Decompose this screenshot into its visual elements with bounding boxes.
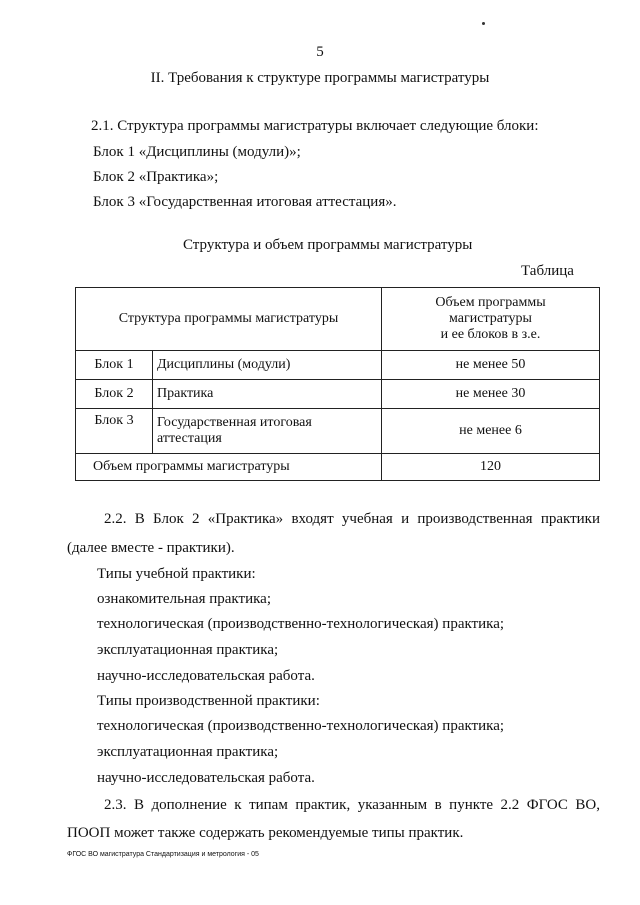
paragraph-2-2-line: 2.2. В Блок 2 «Практика» входят учебная и производственная практики [104, 511, 600, 527]
paragraph-2-1: 2.1. Структура программы магистратуры включает следующие блоки: [91, 118, 539, 134]
table-row [76, 380, 600, 409]
page-footer: ФГОС ВО магистратура Стандартизация и метрология - 05 [67, 851, 259, 858]
prod-practice-item: технологическая (производственно-технологическая) практика; [97, 718, 505, 734]
edu-practice-item: технологическая (производственно-технологическая) практика; [97, 616, 505, 632]
paragraph-2-2-line: (далее вместе - практики). [67, 540, 235, 556]
page-number: 5 [316, 44, 324, 60]
paragraph-2-3-line: ПООП может также содержать рекомендуемые типы практик. [67, 825, 464, 841]
edu-practice-item: эксплуатационная практика; [97, 642, 279, 658]
section-title: II. Требования к структуре программы магистратуры [150, 70, 490, 86]
table-row [76, 351, 600, 380]
table-label: Таблица [521, 263, 574, 279]
block-name-cell [153, 409, 382, 454]
prod-practice-heading: Типы производственной практики: [97, 693, 320, 709]
header-volume-line: и ее блоков в з.е. [440, 327, 541, 342]
table-row [76, 409, 600, 454]
block-name-line: Государственная итоговая [157, 415, 312, 430]
header-volume-line: магистратуры [449, 311, 532, 326]
block-cell: Блок 3 [76, 409, 153, 454]
table-total-row [76, 454, 600, 481]
block-value-cell: не менее 50 [382, 351, 600, 380]
paragraph-2-3-line: 2.3. В дополнение к типам практик, указанным в пункте 2.2 ФГОС ВО, [104, 797, 600, 813]
block-cell: Блок 1 [76, 351, 153, 380]
total-value-cell: 120 [382, 454, 600, 481]
block-name-cell: Дисциплины (модули) [153, 351, 382, 380]
scan-speck [482, 22, 485, 25]
block-cell: Блок 2 [76, 380, 153, 409]
edu-practice-item: научно-исследовательская работа. [97, 668, 315, 684]
block-value-cell: не менее 6 [382, 409, 600, 454]
edu-practice-item: ознакомительная практика; [97, 591, 271, 607]
edu-practice-heading: Типы учебной практики: [97, 566, 256, 582]
table-caption: Структура и объем программы магистратуры [183, 237, 473, 253]
block-name-cell: Практика [153, 380, 382, 409]
prod-practice-item: научно-исследовательская работа. [97, 770, 315, 786]
table-header-row [76, 288, 600, 351]
program-structure-table [75, 287, 600, 481]
total-label-cell: Объем программы магистратуры [76, 454, 382, 481]
header-structure: Структура программы магистратуры [76, 288, 382, 351]
block-list-item: Блок 2 «Практика»; [93, 169, 219, 185]
block-list-item: Блок 3 «Государственная итоговая аттестация». [93, 194, 397, 210]
header-volume [382, 288, 600, 351]
prod-practice-item: эксплуатационная практика; [97, 744, 279, 760]
block-value-cell: не менее 30 [382, 380, 600, 409]
block-list-item: Блок 1 «Дисциплины (модули)»; [93, 144, 301, 160]
header-volume-line: Объем программы [435, 295, 546, 310]
block-name-line: аттестация [157, 431, 222, 446]
